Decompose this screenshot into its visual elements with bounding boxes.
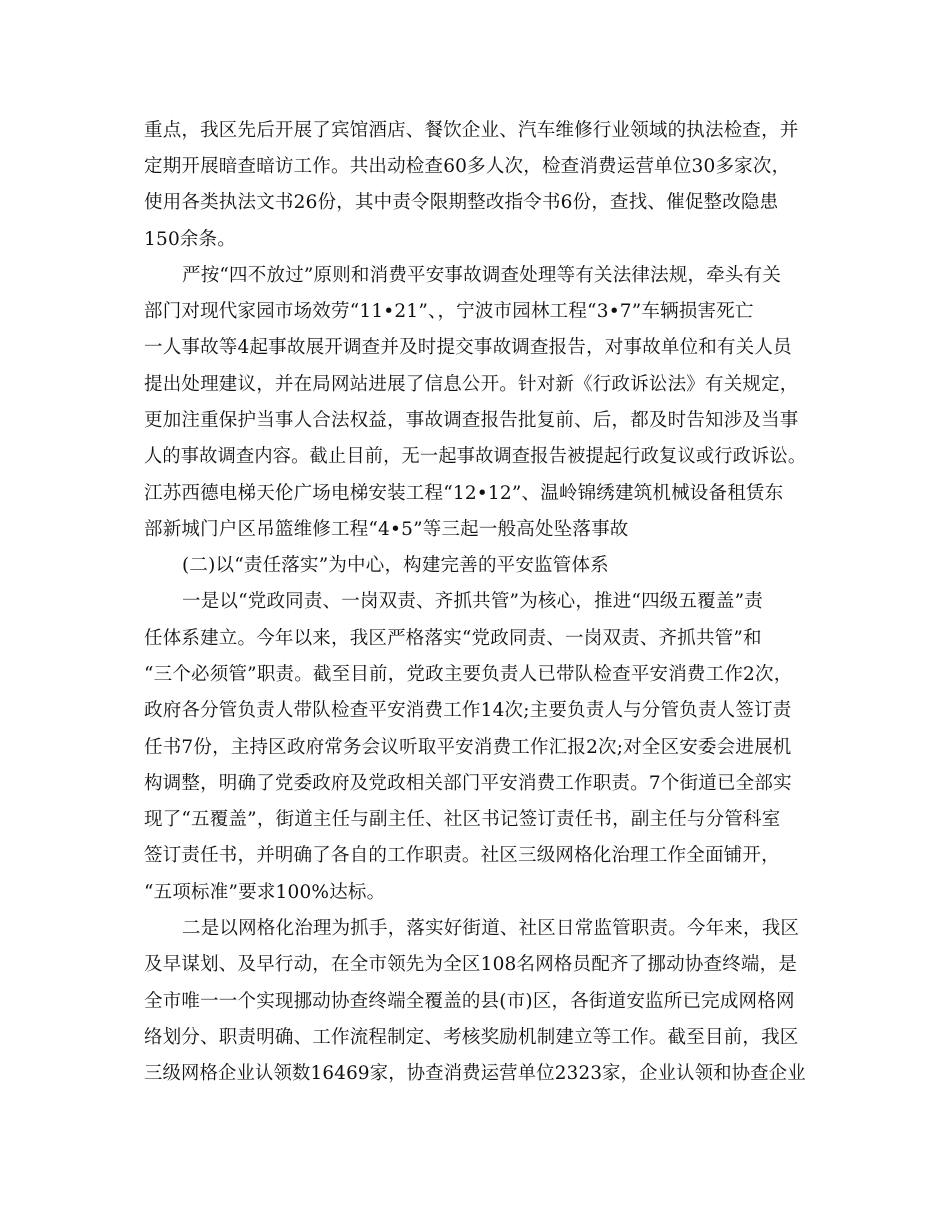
text-line: 三级网格企业认领数16469家，协查消费运营单位2323家，企业认领和协查企业: [144, 1063, 806, 1084]
text-line: 使用各类执法文书26份，其中责令限期整改指令书6份，查找、催促整改隐患: [144, 192, 779, 213]
text-line: “五项标准”要求100%达标。: [144, 882, 386, 903]
text-line: 签订责任书，并明确了各自的工作职责。社区三级网格化治理工作全面铺开，: [144, 845, 780, 866]
text-line: 构调整，明确了党委政府及党政相关部门平安消费工作职责。7个街道已全部实: [144, 773, 792, 794]
text-line: 江苏西德电梯天伦广场电梯安装工程“12•12”、温岭锦绣建筑机械设备租赁东: [144, 483, 784, 504]
text-line: 及早谋划、及早行动，在全市领先为全区108名网格员配齐了挪动协查终端，是: [144, 954, 798, 975]
text-line: 现了“五覆盖”，街道主任与副主任、社区书记签订责任书，副主任与分管科室: [144, 809, 781, 830]
text-line: 提出处理建议，并在局网站进展了信息公开。针对新《行政诉讼法》有关规定，: [144, 374, 799, 395]
text-line: 人的事故调查内容。截止目前，无一起事故调查报告被提起行政复议或行政诉讼。: [144, 446, 807, 467]
text-line: 一人事故等4起事故展开调查并及时提交事故调查报告，对事故单位和有关人员: [144, 337, 792, 358]
paragraph-first-line: 严按“四不放过”原则和消费平安事故调查处理等有关法律法规，牵头有关: [182, 265, 782, 286]
text-line: 部新城门户区吊篮维修工程“4•5”等三起一般高处坠落事故: [144, 519, 629, 540]
text-line: 150余条。: [144, 229, 237, 250]
text-line: 部门对现代家园市场效劳“11•21”、，宁波市园林工程“3•7”车辆损害死亡: [144, 301, 754, 322]
text-line: “三个必须管”职责。截至目前，党政主要负责人已带队检查平安消费工作2次，: [144, 664, 793, 685]
text-line: 重点，我区先后开展了宾馆酒店、餐饮企业、汽车维修行业领域的执法检查，并: [144, 120, 799, 141]
text-line: 定期开展暗查暗访工作。共出动检查60多人次，检查消费运营单位30多家次，: [144, 156, 791, 177]
text-line: 更加注重保护当事人合法权益，事故调查报告批复前、后，都及时告知涉及当事: [144, 410, 799, 431]
text-line: 任书7份，主持区政府常务会议听取平安消费工作汇报2次;对全区安委会进展机: [144, 737, 792, 758]
text-line: 全市唯一一个实现挪动协查终端全覆盖的县(市)区，各街道安监所已完成网格网: [144, 991, 795, 1012]
text-line: 政府各分管负责人带队检查平安消费工作14次;主要负责人与分管负责人签订责: [144, 700, 792, 721]
section-heading: (二)以“责任落实”为中心，构建完善的平安监管体系: [182, 555, 609, 576]
paragraph-first-line: 二是以网格化治理为抓手，落实好街道、社区日常监管职责。今年来，我区: [182, 918, 800, 939]
text-line: 络划分、职责明确、工作流程制定、考核奖励机制建立等工作。截至目前，我区: [144, 1027, 799, 1048]
paragraph-first-line: 一是以“党政同责、一岗双责、齐抓共管”为核心，推进“四级五覆盖”责: [182, 591, 763, 612]
text-line: 任体系建立。今年以来，我区严格落实“党政同责、一岗双责、齐抓共管”和: [144, 628, 762, 649]
